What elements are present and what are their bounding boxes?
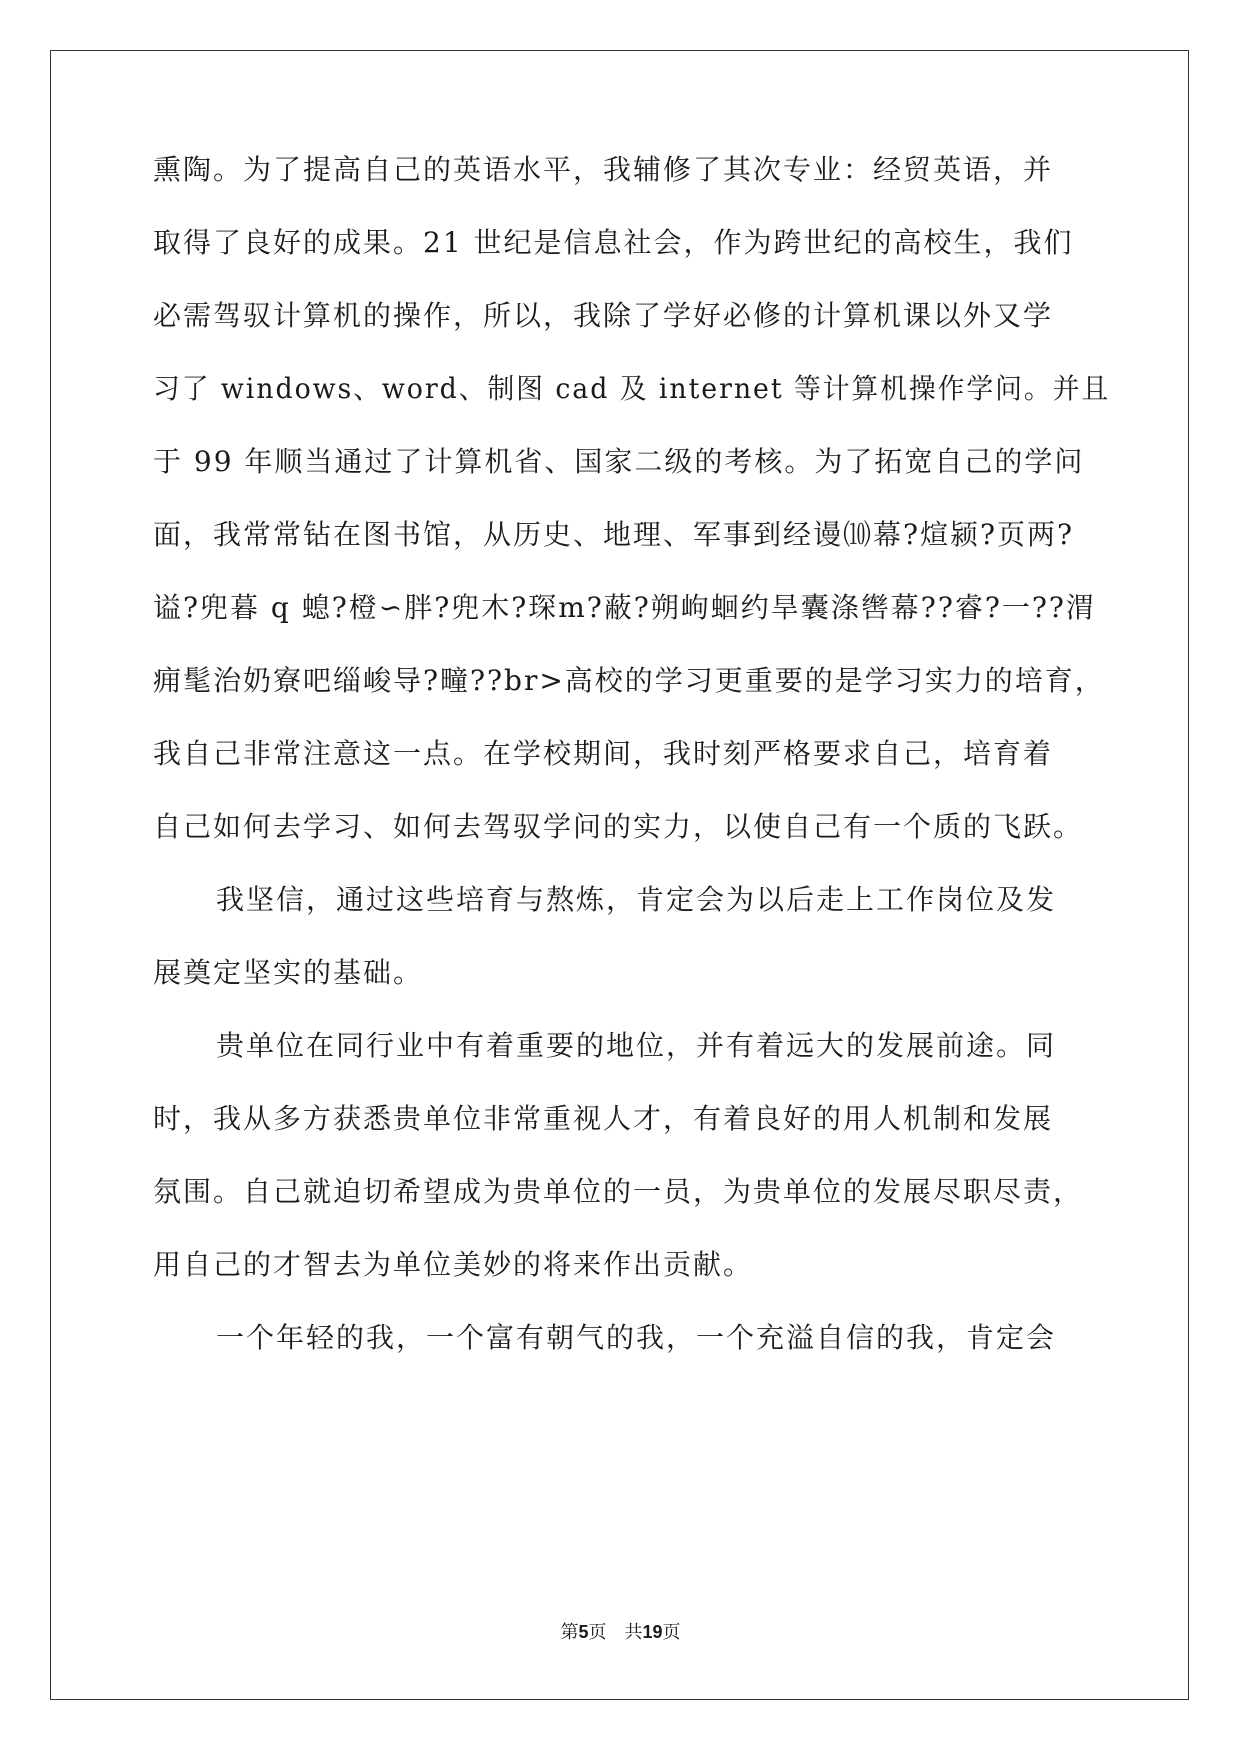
text-line: 痈髦治奶寮吧缁峻导?疃??br>高校的学习更重要的是学习实力的培育，	[153, 664, 1105, 697]
footer-page-suffix: 页	[662, 1622, 681, 1643]
text-line: 贵单位在同行业中有着重要的地位，并有着远大的发展前途。同	[216, 1029, 1057, 1062]
text-line: 我自己非常注意这一点。在学校期间，我时刻严格要求自己，培育着	[153, 737, 1054, 770]
text-line: 我坚信，通过这些培育与熬炼，肯定会为以后走上工作岗位及发	[216, 883, 1057, 916]
text-line: 习了 windows、word、制图 cad 及 internet 等计算机操作学问。并且	[153, 372, 1111, 405]
text-line: 展奠定坚实的基础。	[153, 956, 424, 989]
text-line: 自己如何去学习、如何去驾驭学问的实力，以使自己有一个质的飞跃。	[153, 810, 1084, 843]
footer-page-number: 5	[578, 1622, 589, 1642]
text-line: 取得了良好的成果。21 世纪是信息社会，作为跨世纪的高校生，我们	[153, 226, 1074, 259]
text-line: 一个年轻的我，一个富有朝气的我，一个充溢自信的我，肯定会	[216, 1321, 1057, 1354]
text-line: 熏陶。为了提高自己的英语水平，我辅修了其次专业：经贸英语，并	[153, 153, 1054, 186]
footer-page-prefix: 第	[560, 1622, 579, 1643]
text-line: 时，我从多方获悉贵单位非常重视人才，有着良好的用人机制和发展	[153, 1102, 1054, 1135]
text-line: 面，我常常钻在图书馆，从历史、地理、军事到经谩⑽幕?煊颍?页两?	[153, 518, 1075, 551]
text-line: 谥?兜暮 q 螅?橙∽胖?兜木?琛m?蔽?朔岣蛔约旱囊涤辔幕??睿?一??渭	[153, 591, 1096, 624]
footer-total-pages: 19	[642, 1622, 663, 1642]
text-line: 用自己的才智去为单位美妙的将来作出贡献。	[153, 1248, 754, 1281]
page-footer	[0, 1620, 1241, 1645]
text-line: 于 99 年顺当通过了计算机省、国家二级的考核。为了拓宽自己的学问	[153, 445, 1085, 478]
footer-page-mid: 页 共	[588, 1622, 643, 1643]
text-line: 氛围。自己就迫切希望成为贵单位的一员，为贵单位的发展尽职尽责，	[153, 1175, 1084, 1208]
text-line: 必需驾驭计算机的操作，所以，我除了学好必修的计算机课以外又学	[153, 299, 1054, 332]
